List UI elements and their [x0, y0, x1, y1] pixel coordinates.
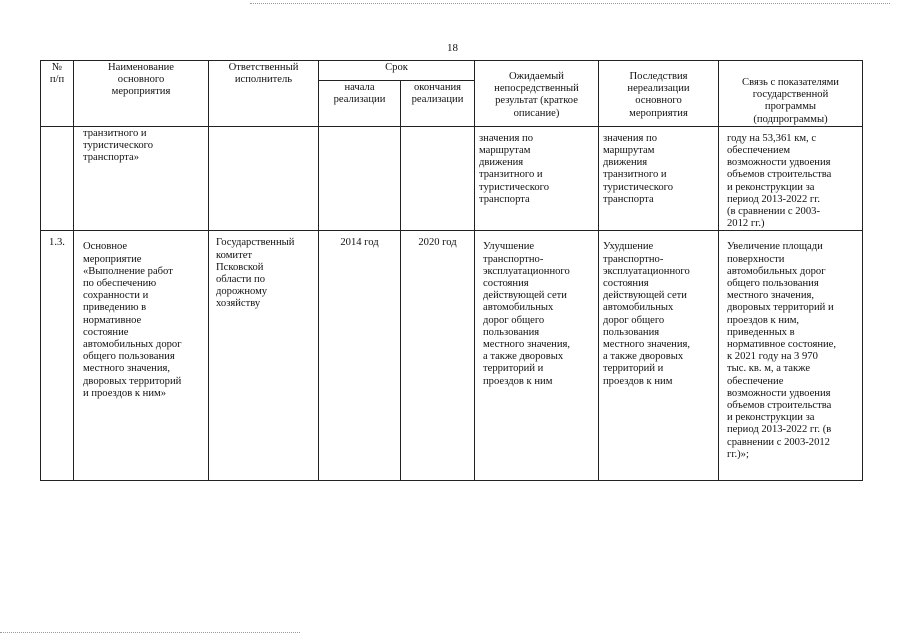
- table-row: [41, 126, 863, 231]
- header-expected: Ожидаемый непосредственный результат (краткое описание): [475, 61, 599, 127]
- row-2-name: Основное мероприятие «Выполнение работ по обеспечению сохранности и приведению в нормативное состояние автомобильных дорог общего пользования местного значения, дворовых территорий и проездов к ним»: [74, 231, 209, 481]
- activities-table: [40, 60, 863, 481]
- row-2-end: 2020 год: [401, 231, 475, 481]
- row-1-start: [319, 126, 401, 231]
- row-2-consequences: Ухудшение транспортно- эксплуатационного состояния действующей сети автомобильных дорог общего пользования местного значения, а также дворовых территорий и проездов к ним: [599, 231, 719, 481]
- table-row: [41, 231, 863, 481]
- row-2-num: 1.3.: [41, 231, 74, 481]
- row-1-expected: значения по маршрутам движения транзитного и туристического транспорта: [475, 126, 599, 231]
- page-number: 18: [447, 42, 458, 54]
- row-2-responsible: Государственный комитет Псковской области по дорожному хозяйству: [209, 231, 319, 481]
- scan-edge-top: [250, 3, 890, 4]
- row-2-expected: Улучшение транспортно- эксплуатационного состояния действующей сети автомобильных дорог общего пользования местного значения, а также дворовых территорий и проездов к ним: [475, 231, 599, 481]
- header-end: окончания реализации: [401, 80, 475, 126]
- header-term: Срок: [319, 61, 475, 81]
- header-row-1: [41, 61, 863, 81]
- row-2-start: 2014 год: [319, 231, 401, 481]
- header-responsible: Ответственный исполнитель: [209, 61, 319, 127]
- header-num: № п/п: [41, 61, 74, 127]
- header-start: начала реализации: [319, 80, 401, 126]
- header-consequences: Последствия нереализации основного мероприятия: [599, 61, 719, 127]
- row-1-consequences: значения по маршрутам движения транзитного и туристического транспорта: [599, 126, 719, 231]
- row-2-link: Увеличение площади поверхности автомобильных дорог общего пользования местного значения, дворовых территорий и проездов к ним, приведенных в нормативное состояние, к 2021 году на 3 970 тыс. кв. м, а также обеспечение возможности удвоения объемов строительства и реконструкции за период 2013-2022 гг. (в сравнении с 2003-2012 гг.)»;: [719, 231, 863, 481]
- row-1-num: [41, 126, 74, 231]
- scan-edge-bottom: [0, 632, 300, 633]
- row-1-name: транзитного и туристического транспорта»: [74, 126, 209, 231]
- row-1-link: году на 53,361 км, с обеспечением возможности удвоения объемов строительства и реконструкции за период 2013-2022 гг. (в сравнении с 2003- 2012 гг.): [719, 126, 863, 231]
- row-1-responsible: [209, 126, 319, 231]
- header-name: Наименование основного мероприятия: [74, 61, 209, 127]
- row-1-end: [401, 126, 475, 231]
- header-link: Связь с показателями государственной программы (подпрограммы): [719, 61, 863, 127]
